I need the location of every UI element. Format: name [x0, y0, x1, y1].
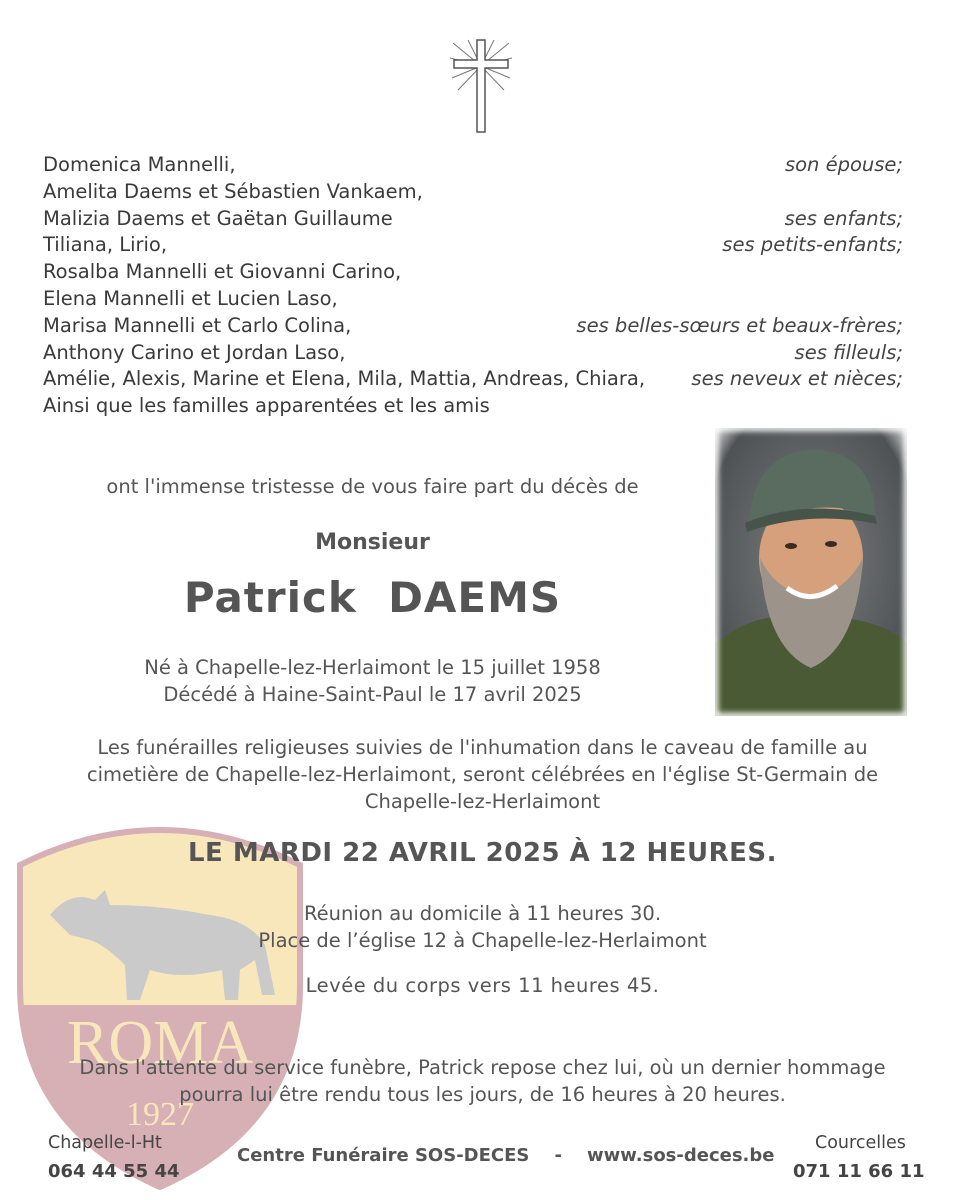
footer-right-phone[interactable]: 071 11 66 11 — [793, 1161, 925, 1182]
footer-right-city: Courcelles — [815, 1133, 906, 1153]
family-member-names: Malizia Daems et Gaëtan Guillaume — [43, 206, 393, 230]
funeral-details — [40, 734, 925, 815]
family-member-names: Anthony Carino et Jordan Laso, — [43, 340, 346, 364]
crest-roma-text: ROMA — [66, 1009, 254, 1077]
family-member-names: Rosalba Mannelli et Giovanni Carino, — [43, 260, 402, 284]
viewing-line: Dans l'attente du service funèbre, Patrick repose chez lui, où un dernier hommage — [79, 1056, 886, 1079]
family-member-names: Amelita Daems et Sébastien Vankaem, — [43, 179, 423, 203]
family-relation: ses neveux et nièces; — [691, 367, 903, 391]
funeral-line: Les funérailles religieuses suivies de l'inhumation dans le caveau de famille au — [97, 736, 868, 759]
family-row — [43, 366, 903, 393]
family-row — [43, 393, 903, 420]
crest-year-text: 1927 — [126, 1096, 194, 1133]
footer-center — [237, 1145, 774, 1166]
family-relation: son épouse; — [784, 153, 903, 176]
family-member-names: Marisa Mannelli et Carlo Colina, — [43, 313, 352, 337]
viewing-line: pourra lui être rendu tous les jours, de 16 heures à 20 heures. — [179, 1083, 786, 1106]
family-member-names: Domenica Mannelli, — [43, 153, 236, 176]
family-list — [43, 152, 903, 420]
funeral-line: cimetière de Chapelle-lez-Herlaimont, seront célébrées en l'église St-Germain de — [86, 763, 879, 786]
footer-company-name: Centre Funéraire SOS-DECES — [237, 1145, 530, 1166]
funeral-line: Chapelle-lez-Herlaimont — [364, 790, 601, 813]
footer-website-link[interactable]: www.sos-deces.be — [587, 1145, 775, 1166]
family-relation: ses filleuls; — [794, 340, 903, 364]
deceased-title: Monsieur — [315, 530, 430, 555]
funeral-date: LE MARDI 22 AVRIL 2025 À 12 HEURES. — [187, 838, 778, 868]
footer-separator: - — [554, 1145, 562, 1166]
family-row — [43, 313, 903, 340]
footer-left-phone[interactable]: 064 44 55 44 — [48, 1161, 180, 1182]
deceased-name: Patrick DAEMS — [183, 573, 562, 622]
family-row — [43, 232, 903, 259]
death-line: Décédé à Haine-Saint-Paul le 17 avril 2025 — [163, 683, 582, 706]
family-row — [43, 286, 903, 313]
cross-icon — [450, 38, 512, 134]
family-relation: ses belles-sœurs et beaux-frères; — [576, 313, 903, 337]
footer-left-city: Chapelle-l-Ht — [48, 1133, 162, 1153]
family-relation: ses enfants; — [784, 206, 903, 230]
family-row — [43, 179, 903, 206]
meeting-line: Place de l’église 12 à Chapelle-lez-Herlaimont — [258, 929, 707, 952]
meeting-info — [0, 900, 965, 954]
birth-death-info — [40, 654, 705, 708]
viewing-info — [40, 1054, 925, 1108]
announcement-intro: ont l'immense tristesse de vous faire part du décès de — [106, 475, 639, 498]
family-row — [43, 259, 903, 286]
family-row — [43, 152, 903, 179]
family-row — [43, 340, 903, 367]
family-member-names: Ainsi que les familles apparentées et les amis — [43, 394, 490, 418]
birth-line: Né à Chapelle-lez-Herlaimont le 15 juillet 1958 — [144, 656, 601, 679]
family-member-names: Tiliana, Lirio, — [43, 233, 168, 257]
family-member-names: Amélie, Alexis, Marine et Elena, Mila, Mattia, Andreas, Chiara, — [43, 367, 646, 391]
meeting-line: Réunion au domicile à 11 heures 30. — [303, 902, 662, 925]
family-row — [43, 206, 903, 233]
family-relation: ses petits-enfants; — [722, 233, 903, 257]
levee-info: Levée du corps vers 11 heures 45. — [305, 974, 660, 997]
family-member-names: Elena Mannelli et Lucien Laso, — [43, 286, 338, 310]
portrait-photo — [715, 428, 907, 716]
